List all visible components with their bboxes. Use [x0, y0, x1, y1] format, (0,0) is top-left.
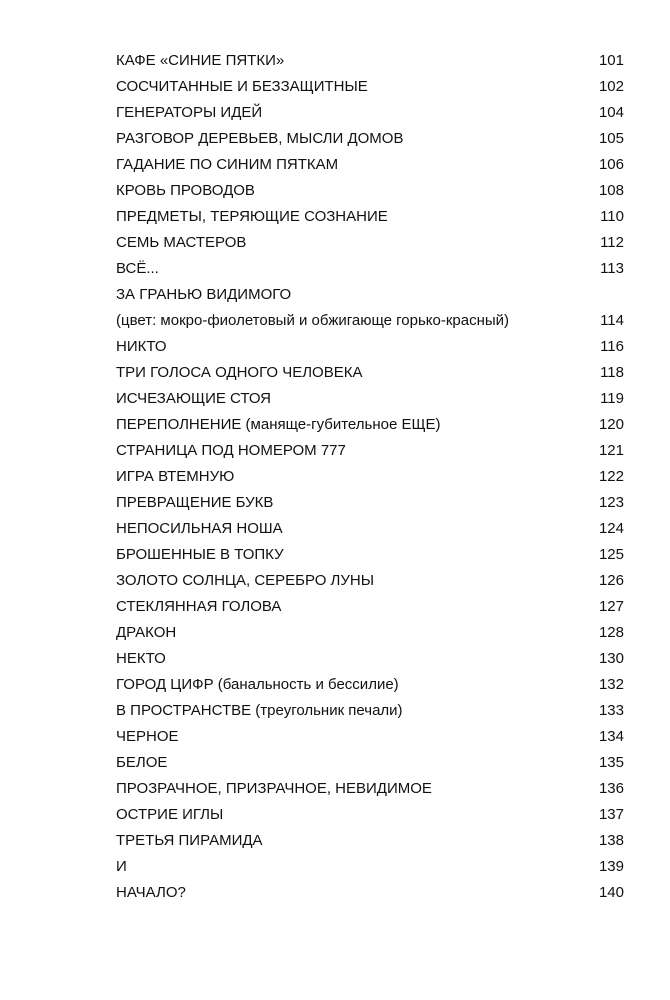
toc-entry	[116, 724, 624, 750]
toc-entry-page-number: 130	[598, 650, 624, 667]
toc-entry-page-number: 114	[600, 312, 624, 329]
toc-entry-page-number: 134	[598, 728, 624, 745]
toc-entry-page-number: 123	[598, 494, 624, 511]
toc-entry	[116, 802, 624, 828]
toc-entry-page-number: 126	[598, 572, 624, 589]
toc-entry-title: ДРАКОН	[116, 624, 177, 641]
toc-entry-title: ПРОЗРАЧНОЕ, ПРИЗРАЧНОЕ, НЕВИДИМОЕ	[116, 780, 432, 797]
toc-entry-page-number: 120	[598, 416, 624, 433]
toc-entry-page-number: 116	[600, 338, 624, 355]
toc-entry	[116, 698, 624, 724]
toc-entry	[116, 542, 624, 568]
toc-entry	[116, 828, 624, 854]
toc-entry	[116, 152, 624, 178]
toc-entry-page-number: 140	[598, 884, 624, 901]
toc-entry-page-number: 112	[600, 234, 624, 251]
toc-entry-title: НАЧАЛО?	[116, 884, 186, 901]
toc-entry-title: КАФЕ «СИНИЕ ПЯТКИ»	[116, 52, 285, 69]
toc-entry	[116, 282, 624, 308]
toc-entry	[116, 750, 624, 776]
toc-entry-page-number: 118	[600, 364, 624, 381]
toc-entry-page-number: 127	[598, 598, 624, 615]
toc-entry	[116, 854, 624, 880]
toc-entry-page-number: 125	[598, 546, 624, 563]
toc-entry-title: НЕКТО	[116, 650, 166, 667]
toc-entry	[116, 230, 624, 256]
toc-entry	[116, 256, 624, 282]
toc-entry-title: СТРАНИЦА ПОД НОМЕРОМ 777	[116, 442, 346, 459]
toc-entry	[116, 620, 624, 646]
toc-entry-title: СТЕКЛЯННАЯ ГОЛОВА	[116, 598, 282, 615]
toc-entry	[116, 100, 624, 126]
toc-entry-page-number: 136	[598, 780, 624, 797]
toc-entry-title: ЧЕРНОЕ	[116, 728, 179, 745]
toc-entry-title: ОСТРИЕ ИГЛЫ	[116, 806, 224, 823]
table-of-contents	[116, 48, 624, 906]
toc-entry	[116, 672, 624, 698]
toc-entry-title: ПРЕВРАЩЕНИЕ БУКВ	[116, 494, 274, 511]
toc-entry-title: БЕЛОЕ	[116, 754, 168, 771]
toc-entry-title: ТРИ ГОЛОСА ОДНОГО ЧЕЛОВЕКА	[116, 364, 363, 381]
toc-entry-title: ГАДАНИЕ ПО СИНИМ ПЯТКАМ	[116, 156, 339, 173]
toc-entry-page-number: 102	[598, 78, 624, 95]
toc-entry-page-number: 105	[598, 130, 624, 147]
toc-entry-page-number: 124	[598, 520, 624, 537]
toc-entry	[116, 308, 624, 334]
toc-entry-page-number: 104	[598, 104, 624, 121]
toc-entry	[116, 126, 624, 152]
toc-entry	[116, 464, 624, 490]
toc-entry-page-number: 119	[600, 390, 624, 407]
toc-entry-page-number: 106	[598, 156, 624, 173]
toc-entry-title: СЕМЬ МАСТЕРОВ	[116, 234, 247, 251]
toc-entry-page-number: 101	[598, 52, 624, 69]
toc-entry-title: ИСЧЕЗАЮЩИЕ СТОЯ	[116, 390, 272, 407]
toc-entry	[116, 178, 624, 204]
toc-entry-title: ИГРА ВТЕМНУЮ	[116, 468, 235, 485]
toc-entry	[116, 438, 624, 464]
toc-entry-page-number: 128	[598, 624, 624, 641]
toc-entry	[116, 776, 624, 802]
toc-entry	[116, 412, 624, 438]
toc-entry-title: СОСЧИТАННЫЕ И БЕЗЗАЩИТНЫЕ	[116, 78, 368, 95]
toc-entry	[116, 568, 624, 594]
toc-entry-title: КРОВЬ ПРОВОДОВ	[116, 182, 255, 199]
toc-entry-page-number: 135	[598, 754, 624, 771]
toc-entry	[116, 74, 624, 100]
toc-entry	[116, 880, 624, 906]
toc-entry-page-number: 138	[598, 832, 624, 849]
toc-entry	[116, 386, 624, 412]
toc-entry-title: ВСЁ...	[116, 260, 159, 277]
toc-entry	[116, 334, 624, 360]
toc-entry-page-number: 121	[598, 442, 624, 459]
toc-entry-title: БРОШЕННЫЕ В ТОПКУ	[116, 546, 284, 563]
toc-entry-title: РАЗГОВОР ДЕРЕВЬЕВ, МЫСЛИ ДОМОВ	[116, 130, 404, 147]
toc-entry-page-number: 139	[598, 858, 624, 875]
toc-entry	[116, 516, 624, 542]
toc-entry-page-number: 110	[600, 208, 624, 225]
toc-entry-title: ТРЕТЬЯ ПИРАМИДА	[116, 832, 263, 849]
toc-entry-page-number: 113	[600, 260, 624, 277]
toc-entry	[116, 594, 624, 620]
toc-entry	[116, 48, 624, 74]
toc-entry-page-number: 137	[598, 806, 624, 823]
toc-entry-page-number: 133	[598, 702, 624, 719]
toc-entry-title: ПЕРЕПОЛНЕНИЕ (маняще-губительное ЕЩЕ)	[116, 416, 441, 433]
toc-entry-title: (цвет: мокро-фиолетовый и обжигающе горько-красный)	[116, 312, 510, 329]
toc-entry-title: ЗА ГРАНЬЮ ВИДИМОГО	[116, 286, 292, 303]
toc-entry-title: ГЕНЕРАТОРЫ ИДЕЙ	[116, 104, 263, 121]
toc-entry-title: ПРЕДМЕТЫ, ТЕРЯЮЩИЕ СОЗНАНИЕ	[116, 208, 388, 225]
toc-entry-title: НЕПОСИЛЬНАЯ НОША	[116, 520, 283, 537]
toc-entry-page-number: 132	[598, 676, 624, 693]
toc-entry-page-number: 108	[598, 182, 624, 199]
toc-entry-title: ЗОЛОТО СОЛНЦА, СЕРЕБРО ЛУНЫ	[116, 572, 375, 589]
toc-entry-title: В ПРОСТРАНСТВЕ (треугольник печали)	[116, 702, 403, 719]
toc-entry-title: И	[116, 858, 127, 875]
toc-entry	[116, 204, 624, 230]
toc-entry-title: ГОРОД ЦИФР (банальность и бессилие)	[116, 676, 399, 693]
toc-entry-page-number: 122	[598, 468, 624, 485]
toc-entry-title: НИКТО	[116, 338, 167, 355]
toc-entry	[116, 360, 624, 386]
toc-entry	[116, 646, 624, 672]
toc-entry	[116, 490, 624, 516]
